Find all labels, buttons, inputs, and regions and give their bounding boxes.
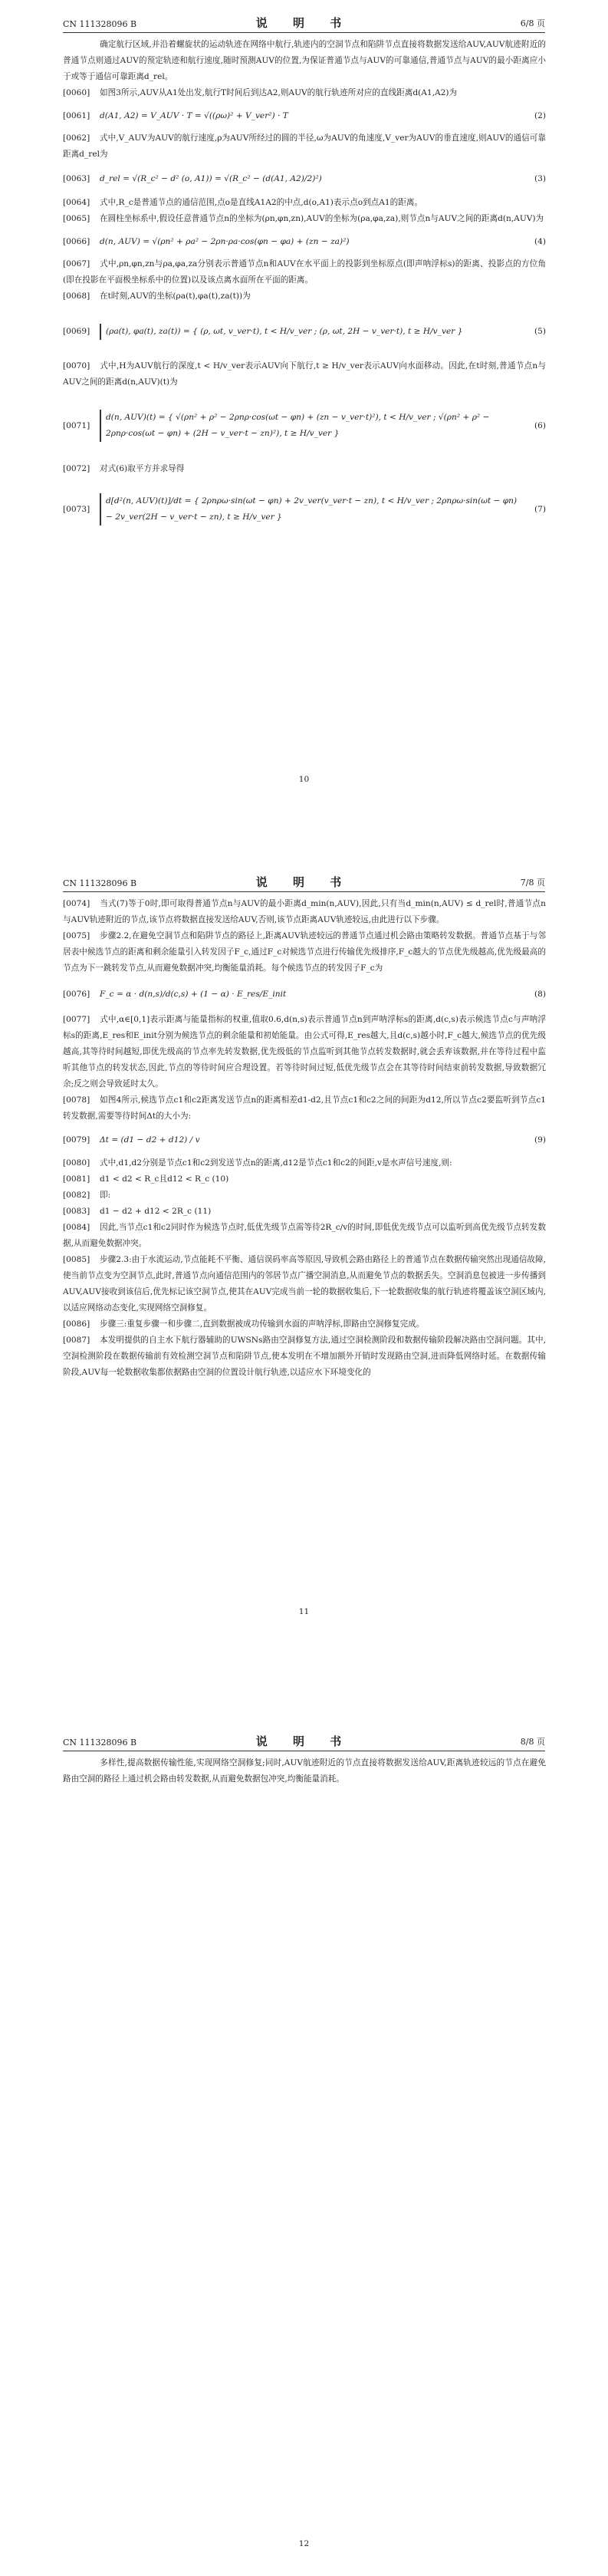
- paragraph: [0075] 步骤2.2,在避免空洞节点和陷阱节点的路径上,距离AUV轨迹较远的普通节点通过机会路由策略转发数据。普通节点基于与邻居表中候选节点的距离和剩余能量引入转发因子F_c,通过F_c对候选节点进行传输优先级排序,F_c越大的节点优先级越高,优先级最高的节点为下一跳转发节点,从而避免数据冲突,均衡能量消耗。每个候选节点的转发因子F_c为: [63, 931, 546, 973]
- document-page-7: [0, 859, 608, 1718]
- equation: [0071] d(n, AUV)(t) = { √(ρn² + ρ² − 2ρnρ·cos(ωt − φn) + (zn − v_ver·t)²), t < H/v_ver ; √(ρn² + ρ² − 2ρnρ·cos(ωt − φn) + (2H − v_ver·t − zn)²), t ≥ H/v_ver } (6): [63, 390, 546, 461]
- section-title: 说 明 书: [255, 16, 353, 30]
- paragraph: [0067] 式中,ρn,φn,zn与ρa,φa,za分别表示普通节点n和AUV在水平面上的投影到坐标原点(即声呐浮标s)的距离、投影点的方位角(即在投影在平面极坐标系中的位置)以及该点离水面所在平面的距离。: [63, 259, 546, 285]
- equation: [0061] d(A1, A2) = V_AUV · T = √((ρω)² + V_ver²) · T (2): [63, 110, 546, 120]
- paragraph: [0084] 因此,当节点c1和c2同时作为候选节点时,低优先级节点需等待2R_c/v的时间,即低优先级节点可以监听到高优先级节点转发数据,从而避免数据冲突。: [63, 1223, 546, 1248]
- equation: [0073] d[d²(n, AUV)(t)]/dt = { 2ρnρω·sin(ωt − φn) + 2v_ver(v_ver·t − zn), t < H/v_ver ; 2ρnρω·sin(ωt − φn) − 2v_ver(2H − v_ver·t − zn), t ≥ H/v_ver } (7): [63, 477, 546, 542]
- equation: [0066] d(n, AUV) = √(ρn² + ρa² − 2ρn·ρa·cos(φn − φa) + (zn − za)²) (4): [63, 236, 546, 246]
- document-page-6: [0, 0, 608, 859]
- paragraph: 确定航行区域,并沿着螺旋状的运动轨迹在网络中航行,轨迹内的空洞节点和陷阱节点直接将数据发送给AUV,AUV航迹附近的普通节点则通过AUV的预定轨迹和航行速度,随时预测AUV的位置,为保证普通节点与AUV的可靠通信,普通节点与AUV的最小距离应小于或等于通信可靠距离d_rel。: [63, 40, 546, 81]
- paragraph: [0081] d1 < d2 < R_c且d12 < R_c (10): [63, 1174, 229, 1184]
- page-body: [63, 1755, 546, 1787]
- page-number: 12: [298, 2539, 310, 2548]
- patent-number: CN 111328096 B: [63, 1738, 137, 1748]
- section-title: 说 明 书: [255, 1734, 353, 1748]
- paragraph: [0065] 在圆柱坐标系中,假设任意普通节点n的坐标为(ρn,φn,zn),AUV的坐标为(ρa,φa,za),则节点n与AUV之间的距离d(n,AUV)为: [63, 214, 544, 223]
- paragraph: 多样性,提高数据传输性能,实现网络空洞修复;同时,AUV航迹附近的节点直接将数据发送给AUV,距离轨迹较远的节点在避免路由空洞的路径上通过机会路由转发数据,从而避免数据包冲突,均衡能量消耗。: [63, 1758, 546, 1784]
- paragraph: [0064] 式中,R_c是普通节点的通信范围,点o是直线A1A2的中点,d(o,A1)表示点o到点A1的距离。: [63, 198, 423, 207]
- paragraph: [0077] 式中,α∈[0,1]表示距离与能量指标的权重,值取0.6,d(n,s)表示普通节点n到声呐浮标s的距离,d(c,s)表示候选节点c与声呐浮标s的距离,E_res和E_init分别为候选节点的剩余能量和初始能量。由公式可得,E_res越大,且d(c,s)越小时,F_c越大,候选节点的优先级越高,其等待时间越短,即优先级高的节点率先转发数据,优先级低的节点监听到其他节点转发数据时,就会丢弃该数据,并在等待过程中监听其他节点的转发状态,因此,节点的等待时间应合理设置。若等待时间过短,低优先级节点会在其等待时间结束前转发数据,导致数据冗余;反之则会导致延时太久。: [63, 1015, 546, 1089]
- paragraph: [0082] 即:: [63, 1191, 111, 1200]
- paragraph: [0087] 本发明提供的自主水下航行器辅助的UWSNs路由空洞修复方法,通过空洞检测阶段和数据传输阶段解决路由空洞问题。其中,空洞检测阶段在数据传输前有效检测空洞节点和陷阱节点,使本发明在不增加额外开销时发现路由空洞,进而降低网络时延。在数据传输阶段,AUV每一轮数据收集都依据路由空洞的位置设计航行轨迹,以适应水下环境变化的: [63, 1336, 546, 1377]
- paragraph: [0062] 式中,V_AUV为AUV的航行速度,ρ为AUV所经过的圆的半径,ω为AUV的角速度,V_ver为AUV的垂直速度,则AUV的通信可靠距离d_rel为: [63, 133, 546, 159]
- equation: [0063] d_rel = √(R_c² − d² (o, A1)) = √(R_c² − (d(A1, A2)/2)²) (3): [63, 173, 546, 183]
- page-body: [63, 896, 546, 1397]
- page-index: 7/8 页: [520, 878, 545, 888]
- paragraph: [0083] d1 − d2 + d12 < 2R_c (11): [63, 1207, 212, 1216]
- equation: [0069] (ρa(t), φa(t), za(t)) = { (ρ, ωt, v_ver·t), t < H/v_ver ; (ρ, ωt, 2H − v_ver·t), t ≥ H/v_ver } (5): [63, 305, 546, 358]
- patent-number: CN 111328096 B: [63, 878, 137, 888]
- paragraph: [0085] 步骤2.3:由于水流运动,节点能耗不平衡、通信误码率高等原因,导致机会路由路径上的普通节点在数据传输突然出现通信故障,使当前节点变为空洞节点,此时,普通节点向通信范围内的邻居节点广播空洞消息,从而避免节点的数据丢失。空洞消息包被进一步传播到AUV,AUV接收到该信后,优先标记该空洞节点,使其在AUV完成当前一轮的数据收集后,下一轮数据收集的航行轨迹将覆盖该空洞区域内,以适应网络动态变化,实现网络空洞修复。: [63, 1255, 546, 1313]
- paragraph: [0068] 在t时刻,AUV的坐标(ρa(t),φa(t),za(t))为: [63, 292, 251, 301]
- paragraph: [0078] 如图4所示,候选节点c1和c2距离发送节点n的距离相差d1-d2,且节点c1和c2之间的间距为d12,所以节点c2要监听到节点c1转发数据,需要等待时间Δt的大小为:: [63, 1095, 546, 1121]
- paragraph: [0086] 步骤三:重复步骤一和步骤二,直到数据被成功传输到水面的声呐浮标,即路由空洞修复完成。: [63, 1319, 425, 1329]
- paragraph: [0072] 对式(6)取平方并求导得: [63, 464, 185, 473]
- equation: [0079] Δt = (d1 − d2 + d12) / v (9): [63, 1135, 546, 1145]
- page-header: [63, 15, 545, 33]
- page-body: [63, 37, 546, 542]
- paragraph: [0074] 当式(7)等于0时,即可取得普通节点n与AUV的最小距离d_min(n,AUV),因此,只有当d_min(n,AUV) ≤ d_rel时,普通节点n与AUV轨迹附近的节点,该节点将数据直接发送给AUV,否则,该节点距离AUV轨迹较远,由此进行以下步骤。: [63, 899, 546, 924]
- section-title: 说 明 书: [255, 875, 353, 889]
- page-header: [63, 875, 545, 892]
- paragraph: [0070] 式中,H为AUV航行的深度,t < H/v_ver表示AUV向下航行,t ≥ H/v_ver表示AUV向水面移动。因此,在t时刻,普通节点n与AUV之间的距离d(n,AUV)(t)为: [63, 361, 546, 387]
- page-header: [63, 1734, 545, 1751]
- page-index: 6/8 页: [520, 18, 545, 28]
- paragraph: [63, 1381, 546, 1397]
- paragraph: [0060] 如图3所示,AUV从A1处出发,航行T时间后到达A2,则AUV的航行轨迹所对应的直线距离d(A1,A2)为: [63, 88, 458, 97]
- document-page-8: [0, 1718, 608, 2576]
- page-index: 8/8 页: [520, 1737, 545, 1747]
- page-number: 10: [298, 775, 310, 784]
- patent-number: CN 111328096 B: [63, 19, 137, 29]
- paragraph: [0080] 式中,d1,d2分别是节点c1和c2到发送节点n的距离,d12是节点c1和c2的间距,v是水声信号速度,则:: [63, 1158, 452, 1168]
- page-number: 11: [298, 1607, 310, 1616]
- equation: [0076] F_c = α · d(n,s)/d(c,s) + (1 − α) · E_res/E_init (8): [63, 989, 546, 999]
